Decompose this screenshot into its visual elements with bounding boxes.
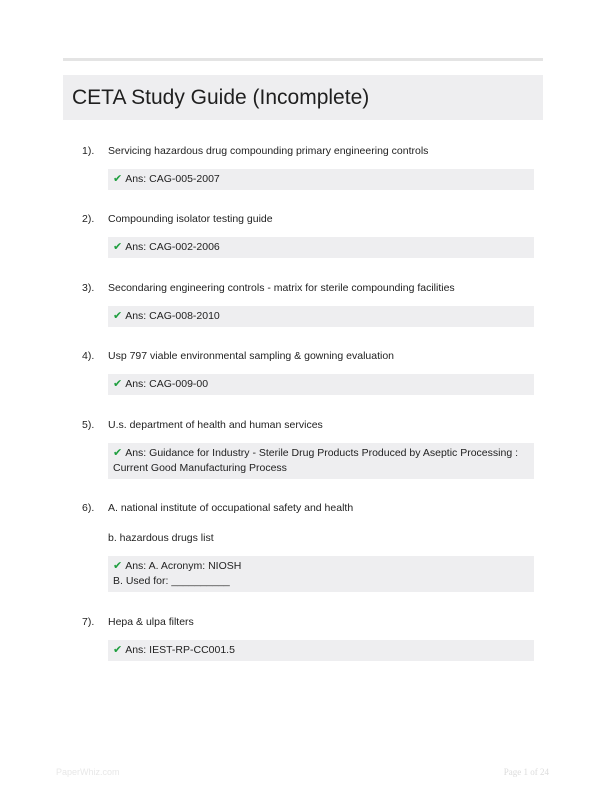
check-icon: ✔: [113, 560, 123, 572]
answer-text: Ans: CAG-009-00: [125, 378, 209, 390]
top-divider: [63, 58, 543, 61]
answer-box-7: [108, 640, 534, 661]
answer-box-1: [108, 169, 534, 190]
answer-box-3: [108, 306, 534, 327]
check-icon: ✔: [113, 447, 123, 459]
answer-line-1: [113, 559, 529, 574]
question-text: U.s. department of health and human services: [108, 419, 323, 431]
answer-box-6: [108, 556, 534, 592]
page-title: CETA Study Guide (Incomplete): [72, 85, 370, 109]
question-text: Servicing hazardous drug compounding primary engineering controls: [108, 145, 429, 157]
question-subtext: b. hazardous drugs list: [108, 532, 214, 544]
answer-text: Ans: IEST-RP-CC001.5: [125, 644, 235, 656]
question-number: 2).: [82, 213, 95, 225]
question-number: 4).: [82, 350, 95, 362]
answer-box-5: [108, 443, 534, 479]
question-text: A. national institute of occupational safety and health: [108, 502, 354, 514]
answer-box-2: [108, 237, 534, 258]
answer-text: Ans: A. Acronym: NIOSH: [125, 560, 242, 572]
check-icon: ✔: [113, 644, 123, 656]
question-number: 6).: [82, 502, 95, 514]
footer-watermark: PaperWhiz.com: [56, 767, 120, 777]
page-number: Page 1 of 24: [503, 767, 549, 777]
title-banner: [63, 75, 543, 120]
question-text: Hepa & ulpa filters: [108, 616, 194, 628]
answer-text: Ans: Guidance for Industry - Sterile Drug Products Produced by Aseptic Processing :: [125, 447, 518, 459]
check-icon: ✔: [113, 241, 123, 253]
answer-text: Ans: CAG-002-2006: [125, 241, 220, 253]
check-icon: ✔: [113, 310, 123, 322]
question-text: Usp 797 viable environmental sampling & gowning evaluation: [108, 350, 395, 362]
answer-text: Ans: CAG-005-2007: [125, 173, 220, 185]
answer-line-2: Current Good Manufacturing Process: [113, 462, 287, 474]
answer-text: Ans: CAG-008-2010: [125, 310, 220, 322]
question-number: 7).: [82, 616, 95, 628]
answer-line-2: B. Used for: __________: [113, 575, 230, 587]
answer-line-1: [113, 446, 529, 461]
check-icon: ✔: [113, 378, 123, 390]
question-text: Secondaring engineering controls - matrix for sterile compounding facilities: [108, 282, 455, 294]
question-number: 3).: [82, 282, 95, 294]
question-text: Compounding isolator testing guide: [108, 213, 273, 225]
check-icon: ✔: [113, 173, 123, 185]
answer-box-4: [108, 374, 534, 395]
question-number: 1).: [82, 145, 95, 157]
question-number: 5).: [82, 419, 95, 431]
